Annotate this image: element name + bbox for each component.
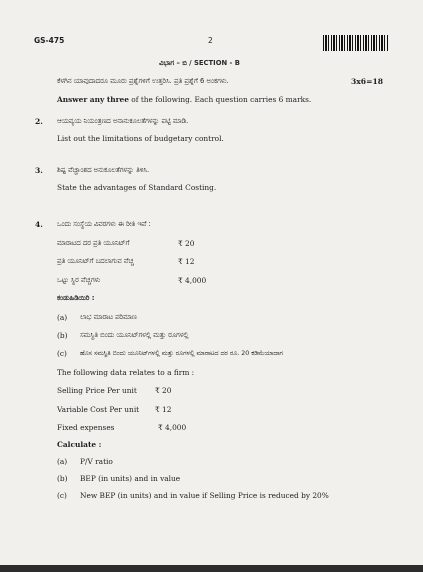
data-label: ಪ್ರತಿ ಯೂನಿಟ್‌ಗೆ ಬದಲಾಗುವ ವೆಚ್ಚ <box>57 257 134 265</box>
data-value: ₹ 20 <box>155 386 172 395</box>
data-label: Selling Price Per unit <box>57 386 137 395</box>
part-tag: (a) <box>57 457 68 466</box>
barcode <box>323 35 389 51</box>
paper-code: GS-475 <box>34 36 65 45</box>
data-label: Fixed expenses <box>57 423 115 432</box>
instruction-english: Answer any three of the following. Each question carries 6 marks. <box>57 95 312 104</box>
question-english: List out the limitations of budgetary control. <box>57 134 224 143</box>
question-number: 3. <box>35 166 43 175</box>
calculate-heading: Calculate : <box>57 440 102 449</box>
data-label: ಒಟ್ಟು ಸ್ಥಿರ ವೆಚ್ಚಗಳು <box>57 276 101 284</box>
part-kannada: ಹೊಸ ಸಮಸ್ಥಿತಿ ಬಿಂದು ಯೂನಿಟ್‌ಗಳಲ್ಲಿ ಮತ್ತು ರೂಗಳಲ್ಲಿ ಮಾರಾಟದ ದರ ರೂ. 20 ಕಡಿಮೆಯಾದಾಗ <box>80 350 283 357</box>
part-tag: (c) <box>57 491 67 500</box>
section-heading: ವಿಭಾಗ – ಬಿ / SECTION - B <box>159 59 240 67</box>
question-kannada: ಶಿಷ್ಟ ವೆಚ್ಚಾಂಶದ ಅನುಕೂಲತೆಗಳನ್ನು ತಿಳಿಸಿ. <box>57 166 150 174</box>
part-kannada: ಸಮಸ್ಥಿತಿ ಬಿಂದು ಯೂನಿಟ್‌ಗಳಲ್ಲಿ ಮತ್ತು ರೂಗಳಲ್ಲಿ <box>80 331 189 339</box>
find-heading-kannada: ಕಂಡುಹಿಡಿಯಿರಿ : <box>57 294 95 302</box>
question-kannada: ಆಯವ್ಯಯ ನಿಯಂತ್ರಣದ ಅನಾನುಕೂಲತೆಗಳನ್ನು ಪಟ್ಟಿ ಮಾಡಿ. <box>57 117 189 125</box>
data-intro-english: The following data relates to a firm : <box>57 368 195 377</box>
data-label: ಮಾರಾಟದ ದರ ಪ್ರತಿ ಯೂನಿಟ್‌ಗೆ <box>57 239 130 247</box>
data-value: ₹ 4,000 <box>158 423 187 432</box>
question-english: State the advantages of Standard Costing. <box>57 183 217 192</box>
question-number: 4. <box>35 220 43 229</box>
part-kannada: ಲಾಭ ಮಾರಾಟ ಪರಿಮಾಣ <box>80 313 137 321</box>
question-number: 2. <box>35 117 43 126</box>
data-intro-kannada: ಒಂದು ಸಂಸ್ಥೆಯ ವಿವರಗಳು ಈ ರೀತಿ ಇವೆ : <box>57 220 151 228</box>
data-value: ₹ 20 <box>178 239 195 248</box>
data-value: ₹ 12 <box>155 405 172 414</box>
part-tag: (c) <box>57 349 67 358</box>
data-label: Variable Cost Per unit <box>57 405 140 414</box>
part-english: BEP (in units) and in value <box>80 474 181 483</box>
part-english: P/V ratio <box>80 457 113 466</box>
instruction-kannada: ಕೆಳಗಿನ ಯಾವುದಾದರೂ ಮೂರು ಪ್ರಶ್ನೆಗಳಿಗೆ ಉತ್ತರಿಸಿ. ಪ್ರತಿ ಪ್ರಶ್ನೆಗೆ 6 ಅಂಕಗಳು. <box>57 77 229 85</box>
part-tag: (b) <box>57 474 68 483</box>
part-english: New BEP (in units) and in value if Selling Price is reduced by 20% <box>80 491 329 500</box>
marks-allocation: 3x6=18 <box>351 77 384 86</box>
data-value: ₹ 4,000 <box>178 276 207 285</box>
part-tag: (a) <box>57 313 68 322</box>
data-value: ₹ 12 <box>178 257 195 266</box>
page-number: 2 <box>208 36 213 45</box>
part-tag: (b) <box>57 331 68 340</box>
